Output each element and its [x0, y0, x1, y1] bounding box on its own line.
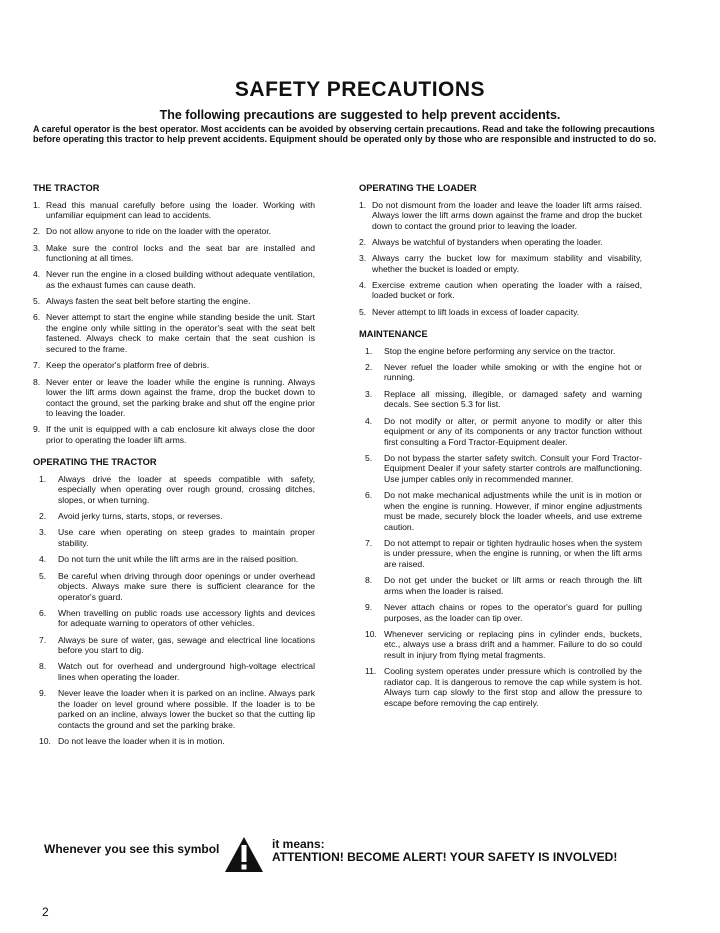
item-number: 9. — [39, 688, 47, 699]
item-text: Cooling system operates under pressure which is controlled by the radiator cap. It is dangerous to remove the cap while system is hot. Always turn cap slowly to the first stop and allow the pressure to escape before removing the cap entirely. — [384, 666, 642, 708]
list-item — [33, 243, 315, 264]
item-number: 5. — [33, 296, 41, 307]
list-item — [359, 575, 642, 596]
list-item — [33, 269, 315, 290]
item-text: Never attempt to lift loads in excess of loader capacity. — [372, 306, 580, 317]
symbol-meaning-intro: it means: — [272, 837, 325, 851]
list-item — [359, 490, 642, 532]
list-item — [33, 296, 315, 307]
item-text: Whenever servicing or replacing pins in cylinder ends, buckets, etc., always use a brass drift and a hammer. Failure to do so could result in injury from flying metal fragments. — [384, 628, 642, 660]
item-number: 5. — [39, 570, 47, 581]
item-text: Do not dismount from the loader and leave the loader lift arms raised. Always lower the lift arms down against the frame and drop the bucket down to contact the ground prior to leaving the loader. — [372, 199, 642, 231]
item-number: 8. — [33, 376, 41, 387]
item-text: Replace all missing, illegible, or damaged safety and warning decals. See section 5.3 for list. — [384, 388, 642, 410]
list-item — [359, 200, 642, 232]
list-item — [359, 538, 642, 570]
left-column — [33, 183, 315, 759]
item-text: Do not bypass the starter safety switch. Consult your Ford Tractor-Equipment Dealer if your safety starter controls are malfunctioning. Use jumper cables only in recommended manner. — [384, 452, 642, 484]
item-text: Never leave the loader when it is parked on an incline. Always park the loader on level ground where possible. If the loader is to be parked on an incline, always lower the bucket so that the cutting lip contacts the ground and set the parking brake. — [58, 688, 315, 730]
item-text: Do not make mechanical adjustments while the unit is in motion or when the engine is running. However, if minor engine adjustments must be made, securely block the loader wheels, and use extreme caution. — [384, 490, 642, 532]
list-item — [359, 666, 642, 708]
item-text: Always be watchful of bystanders when operating the loader. — [372, 236, 603, 247]
page-title: SAFETY PRECAUTIONS — [234, 78, 486, 101]
list-item — [33, 635, 315, 656]
item-number: 5. — [365, 452, 373, 463]
warning-triangle-icon — [224, 836, 264, 873]
list-item — [33, 511, 315, 522]
item-text: Exercise extreme caution when operating the loader with a raised, loaded bucket or fork. — [372, 279, 642, 301]
item-number: 7. — [365, 537, 373, 548]
item-text: Never refuel the loader while smoking or with the engine hot or running. — [384, 361, 642, 383]
item-number: 1. — [365, 345, 373, 356]
page-subtitle: The following precautions are suggested to help prevent accidents. — [159, 108, 561, 122]
right-column — [359, 183, 642, 720]
item-number: 9. — [33, 424, 41, 435]
section-heading: OPERATING THE TRACTOR — [33, 457, 157, 468]
item-text: Read this manual carefully before using the loader. Working with unfamiliar equipment can lead to accidents. — [46, 199, 315, 220]
page-number: 2 — [42, 905, 49, 919]
item-number: 5. — [359, 306, 367, 317]
list-item — [33, 554, 315, 565]
list-item — [359, 453, 642, 485]
item-number: 1. — [359, 199, 367, 210]
list-item — [359, 629, 642, 661]
symbol-meaning-alert: ATTENTION! BECOME ALERT! YOUR SAFETY IS INVOLVED! — [272, 850, 618, 864]
section-heading: OPERATING THE LOADER — [359, 183, 477, 193]
item-text: Use care when operating on steep grades to maintain proper stability. — [58, 527, 315, 548]
list-item — [359, 280, 642, 301]
item-number: 4. — [33, 269, 41, 280]
item-text: Never attach chains or ropes to the operator's guard for pulling purposes, as the loader can tip over. — [384, 602, 642, 623]
item-text: Do not allow anyone to ride on the loader with the operator. — [46, 226, 272, 237]
item-text: Always fasten the seat belt before starting the engine. — [46, 296, 251, 307]
list-item — [33, 736, 315, 747]
precaution-list — [33, 474, 315, 747]
item-number: 10. — [39, 736, 51, 747]
item-number: 2. — [39, 511, 47, 522]
item-text: Do not attempt to repair or tighten hydraulic hoses when the system is under pressure, when the engine is running, or when the lift arms are raised. — [384, 537, 642, 569]
item-text: Avoid jerky turns, starts, stops, or reverses. — [58, 511, 223, 522]
item-text: Never enter or leave the loader while the engine is running. Always lower the lift arms down against the frame, drop the bucket down to contact the ground, set the parking brake and shut off the engine prior to leaving the loader. — [46, 376, 315, 419]
item-number: 7. — [39, 634, 47, 645]
item-text: Be careful when driving through door openings or under overhead objects. Always make sure there is sufficient clearance for the operator's guard. — [58, 570, 315, 602]
list-item — [33, 377, 315, 419]
list-item — [359, 237, 642, 248]
item-number: 3. — [359, 253, 367, 264]
item-number: 8. — [365, 575, 373, 586]
item-number: 6. — [365, 490, 373, 501]
list-item — [359, 416, 642, 448]
symbol-meaning — [272, 838, 617, 864]
item-number: 2. — [33, 226, 41, 237]
item-text: If the unit is equipped with a cab enclosure kit always close the door prior to operating the loader lift arms. — [46, 424, 315, 445]
item-number: 3. — [33, 242, 41, 253]
list-item — [33, 571, 315, 603]
section-the-tractor — [33, 183, 315, 445]
item-number: 11. — [365, 666, 377, 677]
list-item — [33, 226, 315, 237]
item-text: Always carry the bucket low for maximum stability and visability, whether the bucket is loaded or empty. — [372, 253, 642, 274]
item-text: Always be sure of water, gas, sewage and electrical line locations before you start to dig. — [58, 634, 315, 656]
item-number: 8. — [39, 661, 47, 672]
item-text: Do not leave the loader when it is in motion. — [58, 736, 225, 747]
list-item — [33, 200, 315, 221]
intro-paragraph: A careful operator is the best operator. Most accidents can be avoided by observing certain precautions. Read and take the following precautions before operating this tractor to help prevent accidents. Equipment should be operated only by those who are responsible and instructed to do so. — [33, 124, 657, 144]
safety-symbol-notice — [44, 836, 684, 876]
item-number: 6. — [39, 607, 47, 618]
item-number: 9. — [365, 602, 373, 613]
item-number: 4. — [359, 279, 367, 290]
item-number: 2. — [365, 361, 373, 372]
item-text: Watch out for overhead and underground high-voltage electrical lines when operating the loader. — [58, 661, 315, 682]
list-item — [33, 688, 315, 730]
section-maintenance — [359, 329, 642, 708]
list-item — [359, 602, 642, 623]
list-item — [359, 346, 642, 357]
precaution-list — [33, 200, 315, 446]
item-number: 3. — [365, 388, 373, 399]
list-item — [33, 608, 315, 629]
list-item — [33, 360, 315, 371]
section-operating-the-tractor — [33, 457, 315, 746]
list-item — [33, 527, 315, 548]
item-text: Always drive the loader at speeds compatible with safety, especially when operating over rough ground, crossing ditches, slopes, or when turning. — [58, 473, 315, 505]
list-item — [33, 474, 315, 506]
item-text: Make sure the control locks and the seat bar are installed and functioning at all times. — [46, 242, 315, 264]
item-text: When travelling on public roads use accessory lights and devices for adequate warning to operators of other vehicles. — [58, 607, 315, 629]
list-item — [359, 362, 642, 383]
precaution-list — [359, 200, 642, 318]
item-number: 4. — [365, 415, 373, 426]
item-number: 4. — [39, 554, 47, 565]
item-text: Never attempt to start the engine while standing beside the unit. Start the engine only while sitting in the operator's seat with the seat belt fastened. Always check to make certain that the seat cushion is secured to the frame. — [46, 312, 315, 354]
precaution-list — [359, 346, 642, 708]
list-item — [359, 389, 642, 410]
list-item — [33, 661, 315, 682]
item-number: 1. — [39, 473, 47, 484]
list-item — [33, 424, 315, 445]
list-item — [359, 307, 642, 318]
item-text: Keep the operator's platform free of debris. — [46, 360, 210, 371]
item-number: 3. — [39, 527, 47, 538]
item-number: 2. — [359, 236, 367, 247]
item-number: 6. — [33, 312, 41, 323]
section-heading: MAINTENANCE — [359, 329, 428, 340]
list-item — [33, 312, 315, 354]
list-item — [359, 253, 642, 274]
item-number: 7. — [33, 360, 41, 371]
item-number: 10. — [365, 628, 377, 639]
item-number: 1. — [33, 199, 41, 210]
item-text: Do not turn the unit while the lift arms are in the raised position. — [58, 554, 299, 565]
item-text: Stop the engine before performing any service on the tractor. — [384, 345, 616, 356]
section-operating-the-loader — [359, 183, 642, 317]
item-text: Do not modify or alter, or permit anyone to modify or alter this equipment or any of its components or any tractor function without first consulting a Ford Tractor-Equipment dealer. — [384, 415, 642, 447]
item-text: Do not get under the bucket or lift arms or reach through the lift arms when the loader is raised. — [384, 575, 642, 596]
item-text: Never run the engine in a closed building without adequate ventilation, as the exhaust fumes can cause death. — [46, 269, 315, 290]
symbol-caption: Whenever you see this symbol — [44, 842, 220, 856]
section-heading: THE TRACTOR — [33, 183, 100, 193]
